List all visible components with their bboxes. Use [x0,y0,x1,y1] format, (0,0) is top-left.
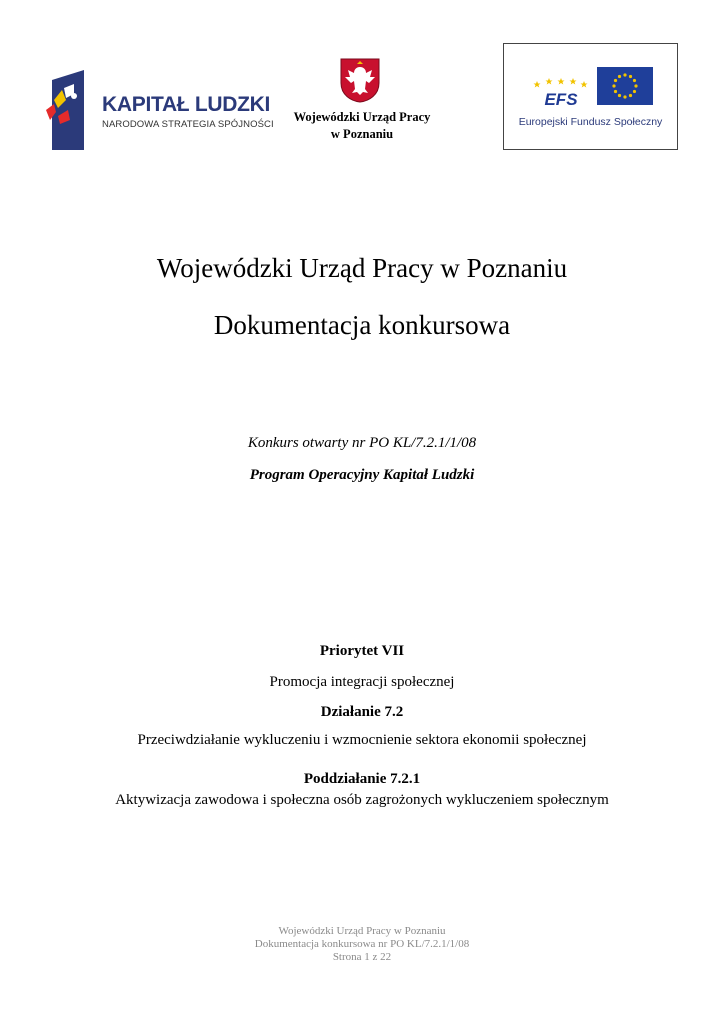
kapital-ludzki-subtitle: NARODOWA STRATEGIA SPÓJNOŚCI [102,119,274,130]
priorytet-heading: Priorytet VII [319,643,405,659]
kapital-ludzki-title: KAPITAŁ LUDZKI [102,93,271,116]
poddzialanie-heading: Poddziałanie 7.2.1 [303,771,421,787]
wielkopolska-crest [339,57,381,103]
document-subtitle: Dokumentacja konkursowa [213,310,511,340]
priorytet-text: Promocja integracji społecznej [269,674,455,690]
efs-caption: Europejski Fundusz Społeczny [518,116,663,128]
footer-page-number: Strona 1 z 22 [332,951,392,963]
footer-line-institution: Wojewódzki Urząd Pracy w Poznaniu [278,925,446,937]
dzialanie-heading: Działanie 7.2 [320,704,404,720]
efs-letters: EFS [544,90,578,108]
efs-logo [531,78,591,108]
eagle-crest-icon [339,57,381,103]
eu-flag [597,67,653,105]
eu-flag-icon [597,67,653,105]
poddzialanie-text: Aktywizacja zawodowa i społeczna osób zagrożonych wykluczeniem społecznym [115,792,609,808]
program-name: Program Operacyjny Kapitał Ludzki [249,467,475,483]
wup-name-line1: Wojewódzki Urząd Pracy [293,110,431,124]
footer-line-document: Dokumentacja konkursowa nr PO KL/7.2.1/1/08 [254,938,470,950]
wup-name-line2: w Poznaniu [330,127,394,141]
document-title: Wojewódzki Urząd Pracy w Poznaniu [156,253,568,283]
efs-stars-icon [531,78,591,108]
konkurs-number: Konkurs otwarty nr PO KL/7.2.1/1/08 [247,435,477,451]
dzialanie-text: Przeciwdziałanie wykluczeniu i wzmocnienie sektora ekonomii społecznej [137,732,587,748]
